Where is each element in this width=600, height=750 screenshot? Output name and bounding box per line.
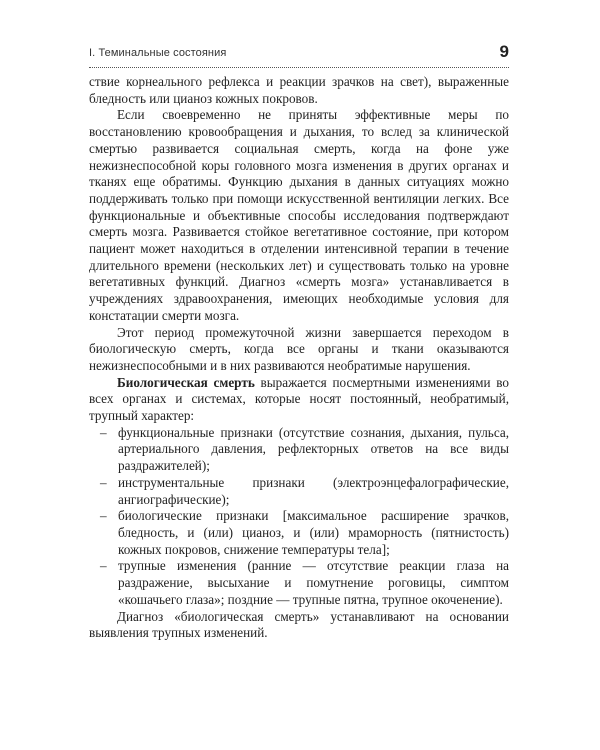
page-body (89, 74, 509, 642)
dash-marker: – (100, 474, 107, 490)
dash-marker: – (100, 508, 107, 524)
paragraph-diagnosis: Диагноз «биологическая смерть» устанавливают на основании выявления трупных изменений. (89, 608, 509, 641)
dash-marker: – (100, 558, 107, 574)
running-head: I. Теминальные состояния (89, 47, 227, 59)
list-item (89, 425, 509, 475)
list-item-text: инструментальные признаки (электроэнцефалографические, ангиографические); (118, 474, 509, 507)
list-item (89, 475, 509, 508)
list-item-text: функциональные признаки (отсутствие сознания, дыхания, пульса, артериального давления, рефлекторных ответов на все виды раздражителей); (118, 424, 509, 474)
paragraph-biological-death (89, 375, 509, 425)
list-item-text: трупные изменения (ранние — отсутствие реакции глаза на раздражение, высыхание и помутнение роговицы, симптом «кошачьего глаза»; поздние — трупные пятна, трупное окоченение). (118, 558, 509, 607)
paragraph-intermediate-life: Этот период промежуточной жизни завершается переходом в биологическую смерть, когда все органы и ткани оказываются нежизнеспособными и в них развиваются необратимые нарушения. (89, 324, 509, 373)
dash-marker: – (100, 424, 107, 440)
paragraph-continued: ствие корнеального рефлекса и реакции зрачков на свет), выраженные бледность или цианоз кожных покровов. (89, 74, 509, 106)
list-item (89, 508, 509, 558)
signs-list (89, 425, 509, 609)
header-divider (89, 67, 509, 68)
paragraph-social-death: Если своевременно не приняты эффективные меры по восстановлению кровообращения и дыхания, то вслед за клинической смертью развивается социальная смерть, когда на фоне уже нежизнеспособной коры головного мозга изменения в других органах и тканях еще обратимы. Функцию дыхания в данных ситуациях можно поддерживать только при помощи искусственной вентиляции легких. Все функциональные и объективные способы исследования подтверждают смерть мозга. Развивается стойкое вегетативное состояние, при котором пациент может находиться в отделении интенсивной терапии в течение длительного времени (нескольких лет) и существовать только на уровне вегетативных функций. Диагноз «смерть мозга» устанавливается в учреждениях здравоохранения, имеющих необходимые условия для констатации смерти мозга. (89, 107, 509, 323)
page-header (89, 42, 509, 64)
list-item-text: биологические признаки [максимальное расширение зрачков, бледность, и (или) цианоз, и (или) мраморность (пятнистость) кожных покровов, снижение температуры тела]; (118, 508, 509, 557)
paragraph-biological-death-text: выражается посмертными изменениями во всех органах и системах, которые носят постоянный, необратимый, трупный характер: (89, 374, 509, 424)
page-number: 9 (499, 42, 509, 61)
term-biological-death: Биологическая смерть (117, 374, 255, 390)
list-item (89, 558, 509, 608)
